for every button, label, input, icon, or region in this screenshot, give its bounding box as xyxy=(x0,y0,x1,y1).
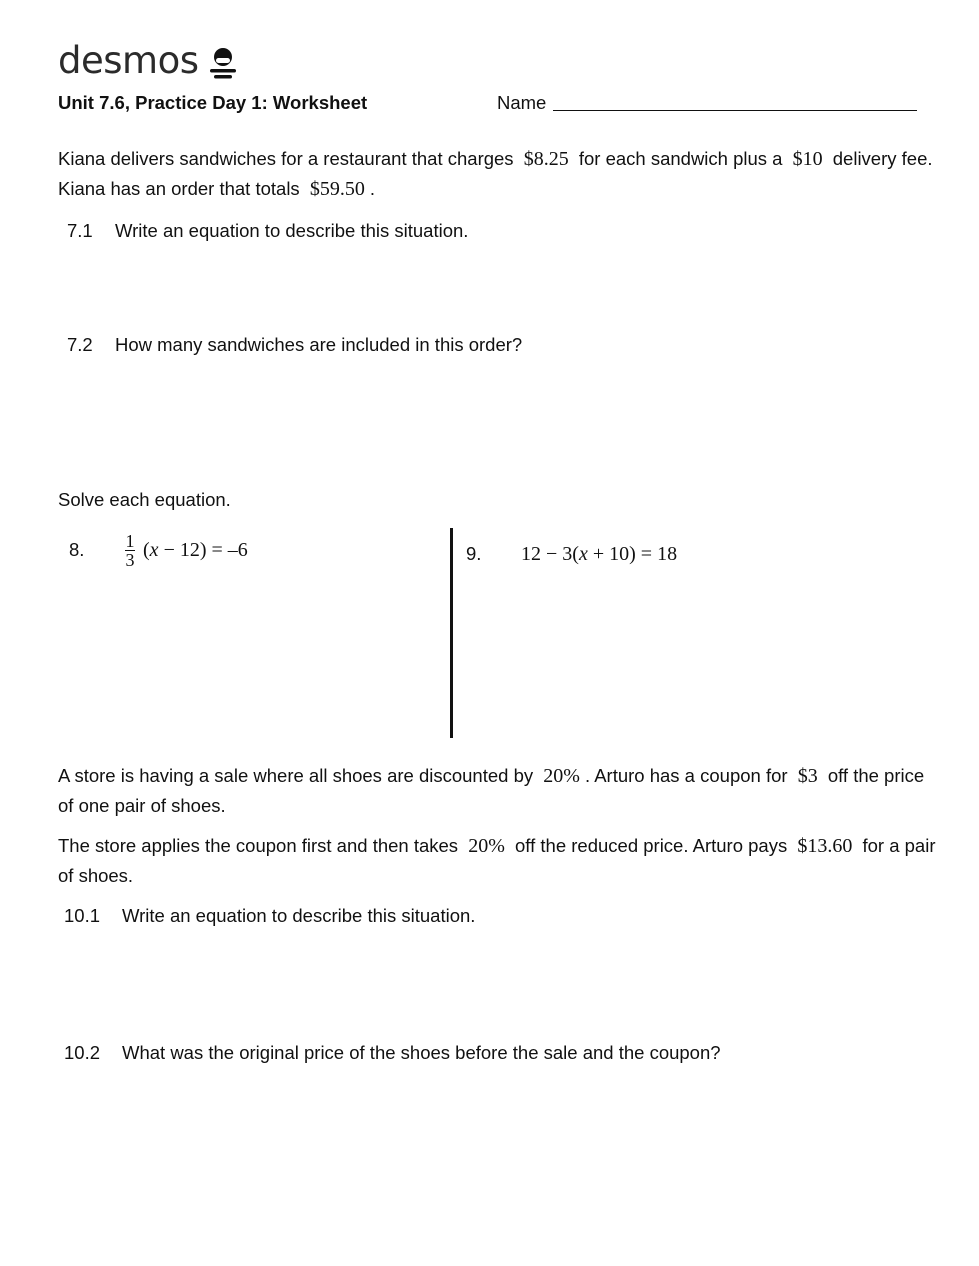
equation-9: 9. 12 − 3(x + 10) = 18 xyxy=(466,543,678,565)
question-text: Write an equation to describe this situation. xyxy=(122,905,476,926)
sandwich-price: $8.25 xyxy=(523,148,569,170)
name-blank[interactable] xyxy=(553,110,917,111)
question-number: 10.1 xyxy=(64,905,101,926)
question-number: 9. xyxy=(466,543,482,564)
question-number: 8. xyxy=(69,539,85,560)
question-text: How many sandwiches are included in this order? xyxy=(115,334,523,355)
delivery-fee: $10 xyxy=(792,148,823,170)
name-label: Name xyxy=(497,92,547,113)
question-number: 7.2 xyxy=(67,334,93,355)
problem-10-details: The store applies the coupon first and then takes 20% off the reduced price. Arturo pays $13.60 for a pair of shoes. xyxy=(58,835,936,886)
brand-wordmark: desmos xyxy=(58,39,199,82)
question-7-2 xyxy=(67,333,522,357)
problem-7-intro: Kiana delivers sandwiches for a restaurant that charges $8.25 for each sandwich plus a $10 delivery fee. Kiana has an order that totals $59.50 . xyxy=(58,148,933,200)
fraction-one-third: $\frac{1}{3}$ xyxy=(125,530,135,570)
problem-10-intro: A store is having a sale where all shoes are discounted by 20% . Arturo has a coupon for $3 off the price of one pair of shoes. xyxy=(58,765,925,816)
question-10-1 xyxy=(64,904,475,928)
question-number: 7.1 xyxy=(67,220,93,241)
order-total: $59.50 xyxy=(309,178,365,200)
worksheet-title: Unit 7.6, Practice Day 1: Worksheet xyxy=(58,92,368,113)
question-text: What was the original price of the shoes before the sale and the coupon? xyxy=(122,1042,721,1063)
discount-percent: 20% xyxy=(543,765,580,787)
column-divider xyxy=(450,528,453,738)
coupon-amount: $3 xyxy=(797,765,818,787)
question-text: Write an equation to describe this situation. xyxy=(115,220,469,241)
brand-logo xyxy=(58,40,238,82)
desmos-person-icon xyxy=(208,47,238,79)
question-7-1 xyxy=(67,219,468,243)
question-10-2 xyxy=(64,1041,721,1065)
discount-percent-2: 20% xyxy=(468,835,505,857)
question-number: 10.2 xyxy=(64,1042,101,1063)
solve-heading: Solve each equation. xyxy=(58,489,231,510)
equation-8: 8. $\frac{1}{3}$ (x − 12) = –6 xyxy=(69,530,248,570)
amount-paid: $13.60 xyxy=(797,835,853,857)
